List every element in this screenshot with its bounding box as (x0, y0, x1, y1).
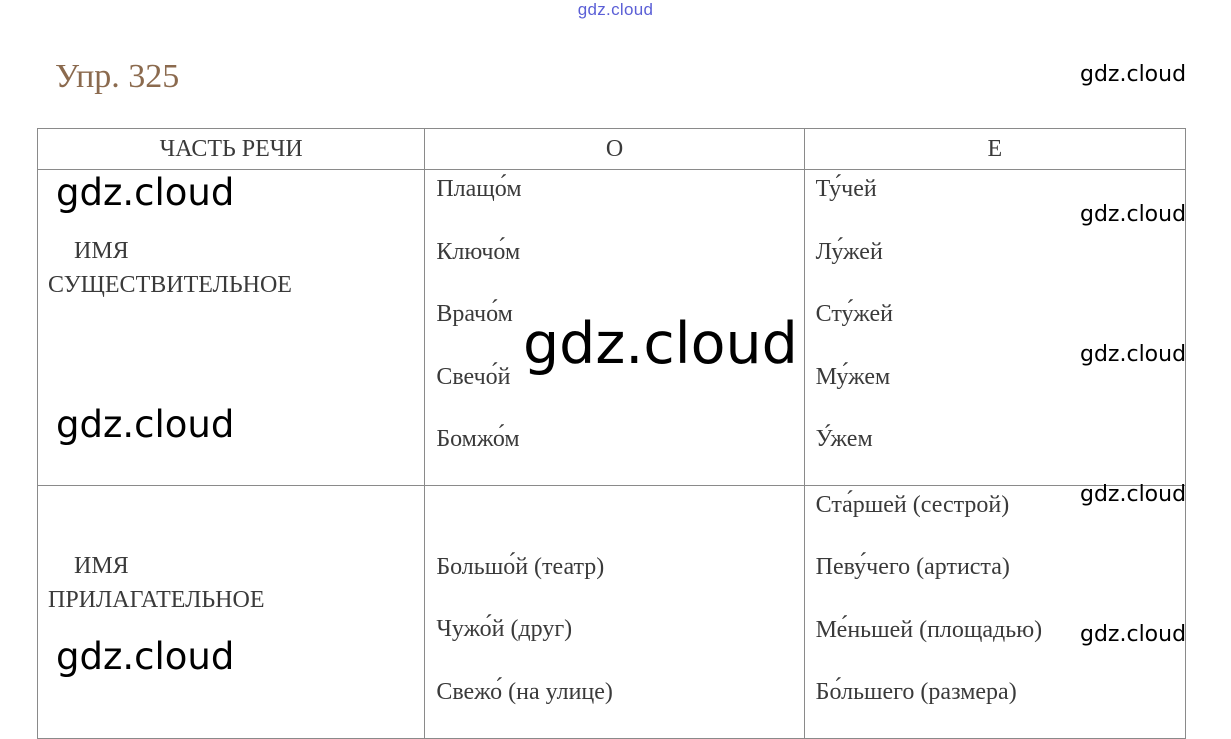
part-of-speech-label (48, 549, 265, 617)
e-words-list (806, 487, 1187, 737)
list-item: Му́жем (815, 363, 891, 390)
watermark-text: gdz.cloud (56, 171, 235, 214)
watermark-text: gdz.cloud (56, 635, 235, 678)
watermark-text: gdz.cloud (1080, 202, 1187, 227)
watermark-text: gdz.cloud (1080, 622, 1187, 647)
list-item: Лу́жей (815, 238, 883, 265)
exercise-title: Упр. 325 (55, 58, 180, 95)
part-of-speech-line1: ИМЯ (74, 238, 129, 264)
top-watermark: gdz.cloud (577, 0, 654, 19)
o-words-list (426, 487, 802, 737)
o-words-cell (425, 485, 804, 738)
watermark-text: gdz.cloud (1080, 342, 1187, 367)
list-item: Сту́жей (815, 301, 893, 327)
list-item: Свежо́ (на улице) (436, 678, 613, 705)
list-item: Плащо́м (436, 176, 522, 202)
watermark-text: gdz.cloud (1080, 62, 1187, 87)
list-item: Чужо́й (друг) (436, 616, 573, 642)
list-item: Большо́й (театр) (436, 553, 605, 580)
list-item: Бомжо́м (436, 426, 520, 452)
header-e: Е (804, 129, 1185, 170)
part-of-speech-cell (38, 485, 425, 738)
table-row (38, 485, 1186, 738)
list-item: Ме́ньшей (площадью) (815, 616, 1043, 643)
list-item: Ту́чей (815, 176, 877, 202)
list-item: У́жем (815, 426, 873, 452)
part-of-speech-line2: СУЩЕСТВИТЕЛЬНОЕ (48, 272, 292, 298)
list-item: Бо́льшего (размера) (815, 679, 1017, 705)
list-item: Ключо́м (436, 238, 521, 265)
list-item: Певу́чего (артиста) (815, 554, 1010, 580)
watermark-text: gdz.cloud (1080, 482, 1187, 507)
list-item: Врачо́м (436, 301, 513, 327)
header-o: О (425, 129, 804, 170)
watermark-text: gdz.cloud (56, 403, 235, 446)
e-words-cell (804, 485, 1185, 738)
header-part-of-speech: ЧАСТЬ РЕЧИ (38, 129, 425, 170)
list-item: Свечо́й (436, 363, 511, 390)
watermark-text: gdz.cloud (523, 311, 798, 377)
list-item: Ста́ршей (сестрой) (815, 491, 1010, 518)
table-header-row (38, 129, 1186, 170)
part-of-speech-label (48, 234, 292, 302)
part-of-speech-line2: ПРИЛАГАТЕЛЬНОЕ (48, 586, 265, 613)
part-of-speech-line1: ИМЯ (74, 552, 129, 579)
